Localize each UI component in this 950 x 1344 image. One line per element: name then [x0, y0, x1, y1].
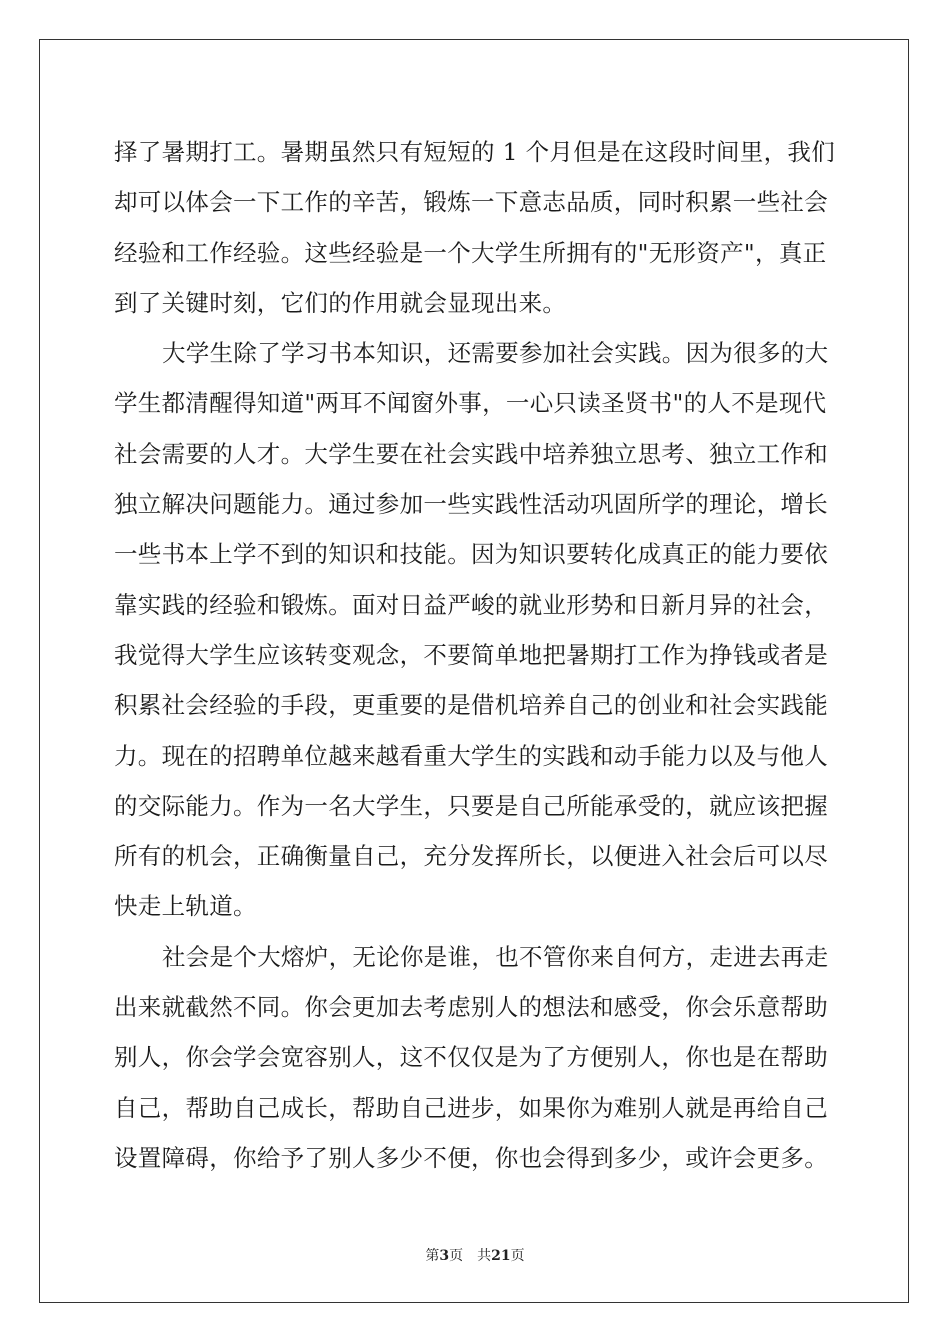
text-line: 快走上轨道。 — [114, 892, 257, 921]
text-line: 所有的机会，正确衡量自己，充分发挥所长，以便进入社会后可以尽 — [114, 842, 828, 871]
page-prefix: 第 — [425, 1248, 440, 1264]
text-line: 靠实践的经验和锻炼。面对日益严峻的就业形势和日新月异的社会， — [114, 590, 828, 619]
text-line: 自己，帮助自己成长，帮助自己进步，如果你为难别人就是再给自己 — [114, 1093, 828, 1122]
text-line: 却可以体会一下工作的辛苦，锻炼一下意志品质，同时积累一些社会 — [114, 188, 828, 217]
text-line: 我觉得大学生应该转变观念，不要简单地把暑期打工作为挣钱或者是 — [114, 640, 828, 669]
text-line: 独立解决问题能力。通过参加一些实践性活动巩固所学的理论，增长 — [114, 490, 828, 519]
text-line: 的交际能力。作为一名大学生，只要是自己所能承受的，就应该把握 — [114, 791, 828, 820]
text-line: 设置障碍，你给予了别人多少不便，你也会得到多少，或许会更多。 — [114, 1143, 828, 1172]
document-body — [114, 127, 836, 1183]
text-line: 力。现在的招聘单位越来越看重大学生的实践和动手能力以及与他人 — [114, 741, 828, 770]
page-number: 3 — [439, 1248, 450, 1264]
total-suffix: 页 — [510, 1248, 525, 1264]
text-line: 出来就截然不同。你会更加去考虑别人的想法和感受，你会乐意帮助 — [114, 993, 828, 1022]
total-pages: 21 — [491, 1248, 511, 1264]
text-line: 到了关键时刻，它们的作用就会显现出来。 — [114, 288, 567, 317]
text-line: 学生都清醒得知道"两耳不闻窗外事，一心只读圣贤书"的人不是现代 — [114, 389, 827, 418]
text-line: 经验和工作经验。这些经验是一个大学生所拥有的"无形资产"，真正 — [114, 238, 827, 267]
text-line: 别人，你会学会宽容别人，这不仅仅是为了方便别人，你也是在帮助 — [114, 1043, 828, 1072]
page-suffix: 页 — [449, 1248, 464, 1264]
text-line: 一些书本上学不到的知识和技能。因为知识要转化成真正的能力要依 — [114, 540, 828, 569]
paragraph-first-line: 大学生除了学习书本知识，还需要参加社会实践。因为很多的大 — [162, 339, 829, 368]
text-line: 社会需要的人才。大学生要在社会实践中培养独立思考、独立工作和 — [114, 439, 828, 468]
paragraph-first-line: 社会是个大熔炉，无论你是谁，也不管你来自何方，走进去再走 — [162, 942, 829, 971]
total-prefix: 共 — [477, 1248, 492, 1264]
page-footer — [0, 1245, 950, 1265]
text-line: 积累社会经验的手段，更重要的是借机培养自己的创业和社会实践能 — [114, 691, 828, 720]
text-line: 择了暑期打工。暑期虽然只有短短的 1 个月但是在这段时间里，我们 — [114, 138, 835, 166]
